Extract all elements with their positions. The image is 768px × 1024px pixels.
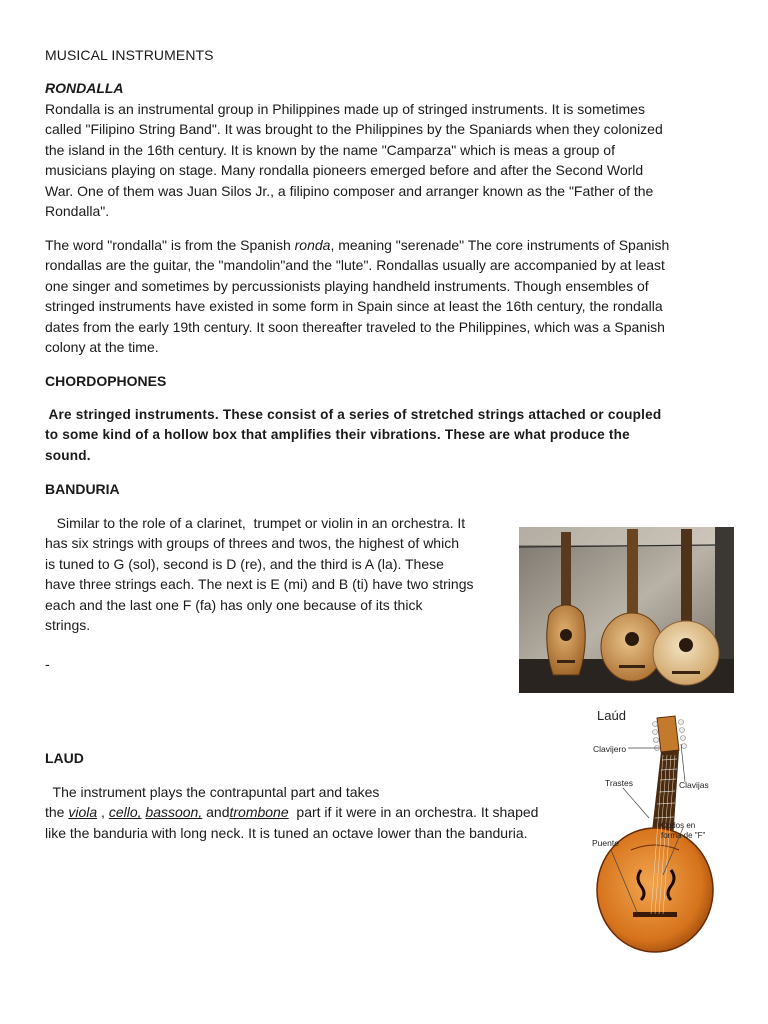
laud-diagram xyxy=(575,700,745,960)
text-run: , xyxy=(97,804,109,821)
italic-term: ronda xyxy=(294,237,331,253)
rondalla-paragraph-2 xyxy=(45,235,745,357)
banduria-heading: BANDURIA xyxy=(45,481,120,497)
chordophones-paragraph xyxy=(45,405,735,466)
laud-paragraph xyxy=(45,782,575,843)
text-run: The word "rondalla" is from the Spanish xyxy=(45,237,295,253)
text-line: colony at the time. xyxy=(45,339,159,356)
text-run: and xyxy=(202,804,230,821)
label-codos-1: Codos en xyxy=(661,821,696,830)
text-line: is tuned to G (sol), second is D (re), and the third is A (la). These xyxy=(45,555,444,572)
chordophones-heading: CHORDOPHONES xyxy=(45,373,167,389)
document-title: MUSICAL INSTRUMENTS xyxy=(45,47,214,63)
text-line: stringed instruments have existed in some form in Spain since at least the 16th century, the rondalla xyxy=(45,298,663,315)
text-line: called "Filipino String Band". It was brought to the Philippines by the Spaniards when they colonized xyxy=(45,121,663,138)
laud-heading: LAUD xyxy=(45,750,84,766)
term-trombone: trombone xyxy=(229,804,289,821)
label-clavijas: Clavijas xyxy=(679,780,709,790)
label-trastes: Trastes xyxy=(605,778,634,788)
text-line xyxy=(45,802,575,822)
text-line: The instrument plays the contrapuntal part and takes xyxy=(45,784,380,800)
text-line: one singer and sometimes by percussionists playing handheld instruments. Though ensembles of xyxy=(45,277,649,294)
text-line: rondallas are the guitar, the "mandolin"and the "lute". Rondallas usually are accompanied by at least xyxy=(45,257,665,274)
text-run: part if it were in an orchestra. It shaped xyxy=(288,804,539,821)
term-bassoon: bassoon, xyxy=(145,804,203,821)
term-cello: cello, xyxy=(108,804,142,821)
text-line: like the banduria with long neck. It is tuned an octave lower than the banduria. xyxy=(45,824,528,841)
rondalla-heading: RONDALLA xyxy=(45,80,124,96)
diagram-title: Laúd xyxy=(597,708,626,723)
text-line: Rondalla". xyxy=(45,203,110,220)
text-line: has six strings with groups of threes and twos, the highest of which xyxy=(45,535,459,552)
text-line: Rondalla is an instrumental group in Philippines made up of stringed instruments. It is sometimes xyxy=(45,101,645,117)
text-line xyxy=(45,235,745,255)
banduria-paragraph xyxy=(45,513,515,635)
banduria-photo xyxy=(519,527,734,693)
text-line: musicians playing on stage. Many rondalla pioneers emerged before and after the Second World xyxy=(45,162,644,179)
rondalla-paragraph-1 xyxy=(45,99,745,221)
label-codos-2: forma de "F" xyxy=(661,831,706,840)
term-viola: viola xyxy=(68,804,98,821)
text-line: dates from the early 19th century. It soon thereafter traveled to the Philippines, which was a Spanish xyxy=(45,318,665,335)
text-line: War. One of them was Juan Silos Jr., a filipino composer and arranger known as the "Father of the xyxy=(45,182,654,199)
text-line: Similar to the role of a clarinet, trumpet or violin in an orchestra. It xyxy=(45,515,466,531)
label-puente: Puente xyxy=(592,838,619,848)
text-run: , meaning "serenade" The core instruments of Spanish xyxy=(330,237,670,253)
text-line: sound. xyxy=(45,447,91,463)
stray-dash: - xyxy=(45,656,50,672)
text-line: each and the last one F (fa) has only one because of its thick xyxy=(45,596,423,613)
text-run: the xyxy=(45,804,69,821)
text-line: have three strings each. The next is E (mi) and B (ti) have two strings xyxy=(45,576,474,593)
text-line: to some kind of a hollow box that amplifies their vibrations. These are what produce the xyxy=(45,427,630,443)
text-line: Are stringed instruments. These consist of a series of stretched strings attached or coupled xyxy=(45,407,662,422)
text-line: strings. xyxy=(45,617,91,634)
label-clavijero: Clavijero xyxy=(593,744,627,754)
text-line: the island in the 16th century. It is known by the name "Camparza" which is meas a group of xyxy=(45,141,615,158)
